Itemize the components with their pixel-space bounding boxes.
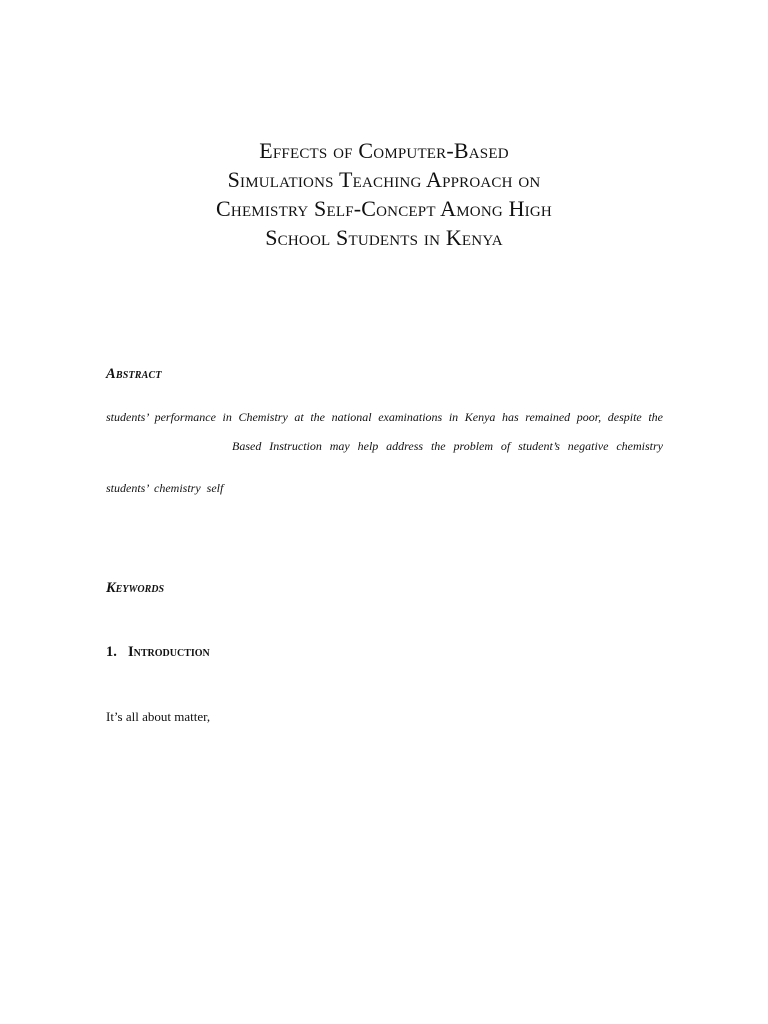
abstract-heading: Abstract — [106, 366, 162, 382]
title-line: Effects of Computer-Based — [259, 138, 509, 163]
keywords-heading: Keywords — [106, 580, 165, 596]
title-line: Chemistry Self-Concept Among High — [216, 196, 552, 221]
title-line: Simulations Teaching Approach on — [227, 167, 541, 192]
introduction-text: It’s all about matter, — [106, 709, 211, 724]
title-line: School Students in Kenya — [265, 225, 503, 250]
section-number: 1. — [106, 644, 117, 660]
abstract-text-line: students’ performance in Chemistry at the national examinations in Kenya has remained poor, despite the — [106, 410, 663, 424]
section-title: Introduction — [128, 644, 210, 660]
abstract-text-line: students’ chemistry self — [106, 481, 224, 495]
introduction-heading — [106, 644, 210, 661]
abstract-text-line: Based Instruction may help address the problem of student’s negative chemistry — [232, 439, 663, 453]
paper-title — [0, 136, 768, 252]
